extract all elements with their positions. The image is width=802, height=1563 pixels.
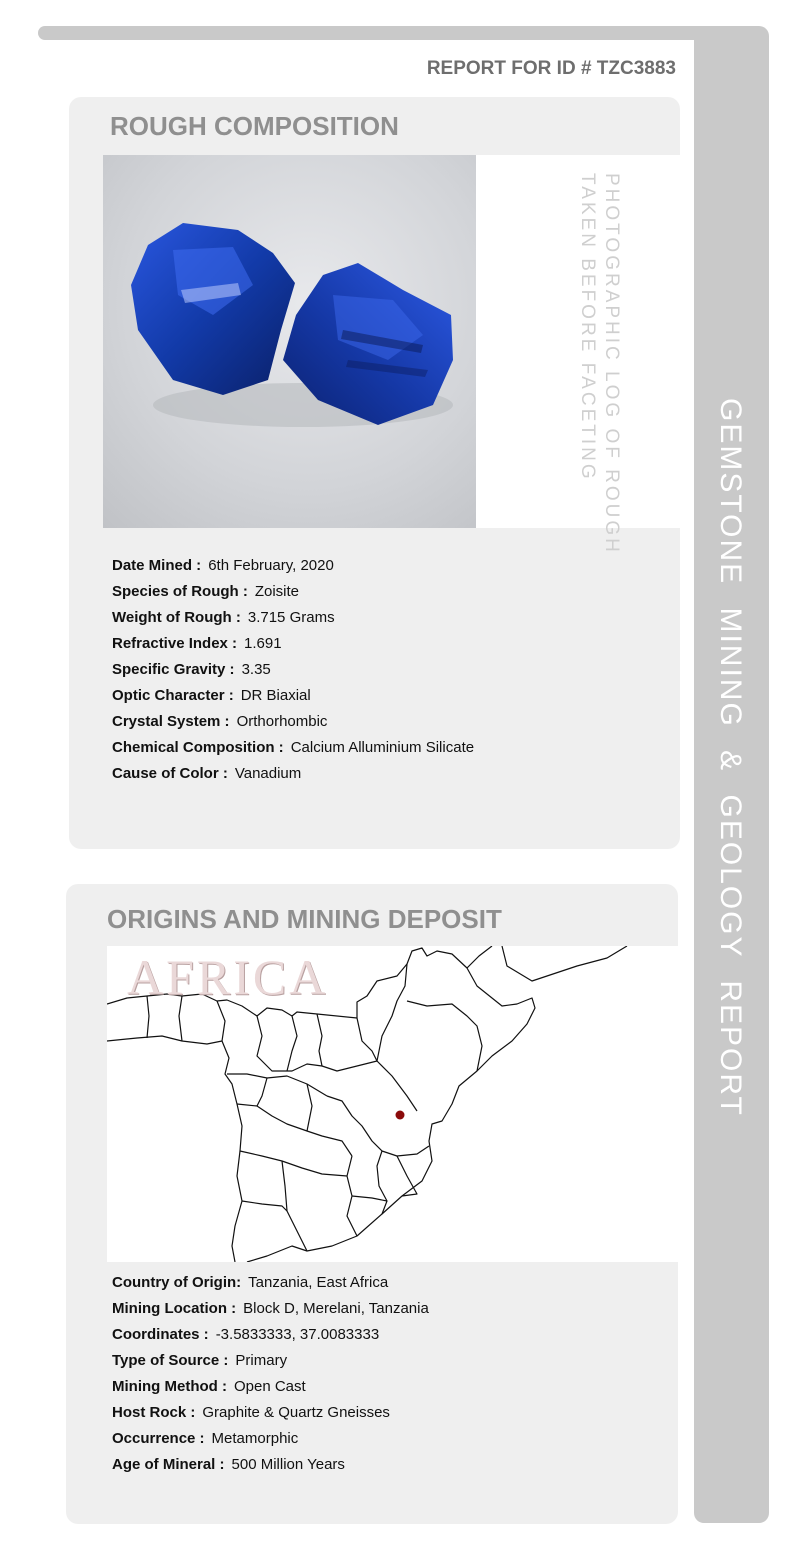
detail-row <box>112 1270 429 1296</box>
detail-row <box>112 579 474 605</box>
detail-row <box>112 735 474 761</box>
detail-label: Country of Origin: <box>112 1274 242 1291</box>
origin-details-list <box>112 1270 429 1478</box>
detail-value: Vanadium <box>234 765 302 782</box>
rough-photo <box>103 155 476 528</box>
detail-label: Occurrence : <box>112 1430 205 1447</box>
photo-caption <box>575 173 623 555</box>
detail-value: Block D, Merelani, Tanzania <box>243 1300 429 1317</box>
detail-row <box>112 1322 429 1348</box>
detail-label: Date Mined : <box>112 557 202 574</box>
sidebar-title: GEMSTONE MINING & GEOLOGY REPORT <box>714 398 747 1117</box>
detail-row <box>112 553 474 579</box>
detail-row <box>112 1296 429 1322</box>
detail-value: Open Cast <box>233 1378 306 1395</box>
mining-location-marker <box>396 1111 405 1120</box>
detail-label: Mining Method : <box>112 1378 227 1395</box>
detail-label: Host Rock : <box>112 1404 196 1421</box>
detail-row <box>112 1426 429 1452</box>
detail-row <box>112 1374 429 1400</box>
detail-value: Calcium Alluminium Silicate <box>290 739 475 756</box>
detail-row <box>112 657 474 683</box>
detail-row <box>112 1400 429 1426</box>
detail-label: Chemical Composition : <box>112 739 284 756</box>
detail-row <box>112 631 474 657</box>
detail-label: Coordinates : <box>112 1326 209 1343</box>
blue-zoisite-rough-image <box>103 155 476 528</box>
detail-label: Type of Source : <box>112 1352 229 1369</box>
detail-label: Optic Character : <box>112 687 234 704</box>
detail-row <box>112 683 474 709</box>
detail-row <box>112 1452 429 1478</box>
photo-caption-line-1: PHOTOGRAPHIC LOG OF ROUGH <box>601 173 622 555</box>
detail-value: Metamorphic <box>211 1430 299 1447</box>
detail-row <box>112 1348 429 1374</box>
detail-label: Weight of Rough : <box>112 609 241 626</box>
map-label: AFRICA <box>127 949 329 1005</box>
detail-label: Refractive Index : <box>112 635 238 652</box>
detail-value: DR Biaxial <box>240 687 311 704</box>
detail-row <box>112 761 474 787</box>
detail-value: Tanzania, East Africa <box>248 1274 389 1291</box>
detail-value: Orthorhombic <box>236 713 328 730</box>
detail-value: 3.35 <box>241 661 271 678</box>
detail-row <box>112 709 474 735</box>
detail-value: 6th February, 2020 <box>208 557 334 574</box>
detail-label: Age of Mineral : <box>112 1456 225 1473</box>
detail-value: -3.5833333, 37.0083333 <box>215 1326 380 1343</box>
origins-title: ORIGINS AND MINING DEPOSIT <box>107 904 502 934</box>
africa-map <box>107 946 678 1262</box>
top-frame-bar <box>38 26 718 40</box>
detail-value: Primary <box>235 1352 288 1369</box>
detail-value: 500 Million Years <box>231 1456 345 1473</box>
detail-value: Zoisite <box>254 583 300 600</box>
photo-caption-line-2: TAKEN BEFORE FACETING <box>577 173 598 482</box>
detail-label: Species of Rough : <box>112 583 248 600</box>
detail-row <box>112 605 474 631</box>
detail-label: Cause of Color : <box>112 765 228 782</box>
detail-value: Graphite & Quartz Gneisses <box>202 1404 390 1421</box>
rough-photo-area <box>103 155 680 555</box>
detail-label: Mining Location : <box>112 1300 237 1317</box>
rough-details-list <box>112 553 474 787</box>
detail-label: Specific Gravity : <box>112 661 235 678</box>
detail-label: Crystal System : <box>112 713 230 730</box>
rough-composition-title: ROUGH COMPOSITION <box>110 111 399 141</box>
detail-value: 1.691 <box>244 635 282 652</box>
detail-value: 3.715 Grams <box>247 609 335 626</box>
report-id: REPORT FOR ID # TZC3883 <box>426 58 676 79</box>
